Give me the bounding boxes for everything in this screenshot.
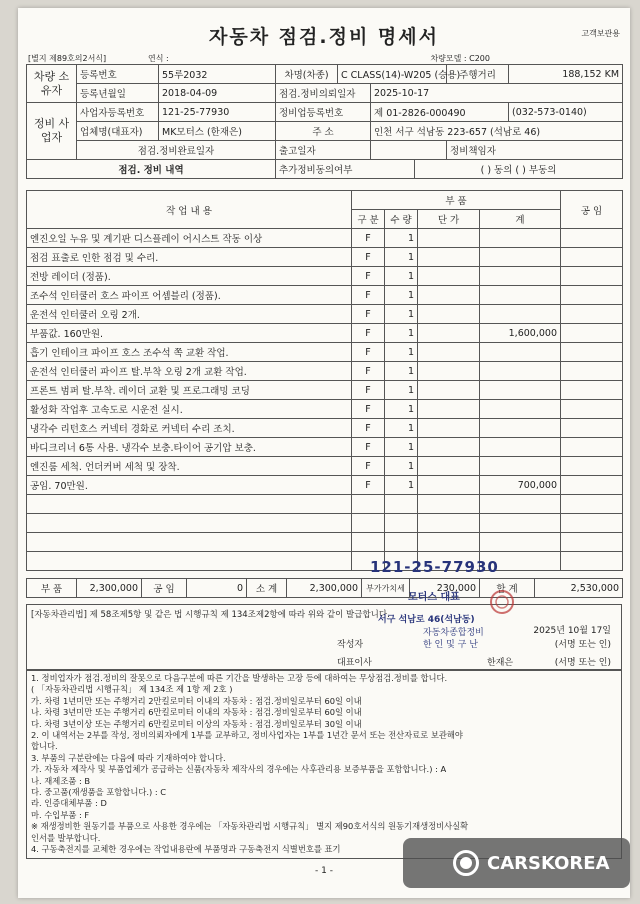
reg-date-value: 2018-04-09	[159, 84, 276, 103]
cell-labor	[561, 267, 623, 286]
cell-work	[27, 514, 352, 533]
cell-type: F	[352, 229, 385, 248]
cell-qty: 1	[385, 286, 418, 305]
cell-work: 활성화 작업후 고속도로 시운전 실시.	[27, 400, 352, 419]
table-row	[27, 248, 623, 267]
watermark-text: CARSKOREA	[487, 852, 610, 874]
note-line: 3. 부품의 구분란에는 다음에 따라 기재하여야 합니다.	[31, 752, 226, 763]
repair-reg-label: 정비업등록번호	[276, 103, 371, 122]
table-row	[27, 476, 623, 495]
reg-date-label: 등록년월일	[77, 84, 159, 103]
subtotal-value: 2,300,000	[287, 579, 362, 598]
cell-qty	[385, 495, 418, 514]
cell-total	[480, 457, 561, 476]
unit-header: 단 가	[418, 210, 480, 229]
table-row	[27, 457, 623, 476]
cell-type: F	[352, 400, 385, 419]
cell-type: F	[352, 419, 385, 438]
cell-labor	[561, 533, 623, 552]
work-header: 작 업 내 용	[27, 191, 352, 229]
address-value: 인천 서구 석남동 223-657 (석남로 46)	[371, 122, 623, 141]
cell-unit	[418, 533, 480, 552]
cell-qty: 1	[385, 343, 418, 362]
cell-total	[480, 305, 561, 324]
cell-unit	[418, 229, 480, 248]
cell-unit	[418, 248, 480, 267]
cell-qty: 1	[385, 457, 418, 476]
cell-type: F	[352, 457, 385, 476]
cell-total	[480, 343, 561, 362]
cell-labor	[561, 286, 623, 305]
mileage-label: 주행거리	[447, 65, 509, 84]
owner-section-label: 차량 소유자	[27, 65, 77, 103]
extra-consent-value: ( ) 동의 ( ) 부동의	[415, 160, 623, 179]
cell-unit	[418, 343, 480, 362]
cell-type: F	[352, 267, 385, 286]
request-date-value: 2025-10-17	[371, 84, 623, 103]
table-row	[27, 419, 623, 438]
labor-total-label: 공 임	[142, 579, 187, 598]
cell-work: 흡기 인테이크 파이프 호스 조수석 쪽 교환 작업.	[27, 343, 352, 362]
cell-work: 점검 표출로 인한 점검 및 수리.	[27, 248, 352, 267]
work-table	[26, 190, 623, 571]
table-row	[27, 400, 623, 419]
cell-work: 냉각수 리턴호스 커넥터 경화로 커넥터 수리 조치.	[27, 419, 352, 438]
cell-unit	[418, 438, 480, 457]
table-row	[27, 343, 623, 362]
cell-unit	[418, 324, 480, 343]
business-stamp-1: 자동차종합정비	[423, 628, 484, 638]
business-stamp-2: 한 인 및 구 난	[423, 640, 478, 650]
labor-total-value: 0	[187, 579, 247, 598]
cell-type: F	[352, 362, 385, 381]
cell-total	[480, 495, 561, 514]
cell-work: 운전석 인터쿨러 오링 2개.	[27, 305, 352, 324]
table-row	[27, 267, 623, 286]
cell-unit	[418, 400, 480, 419]
cell-work: 전방 레이더 (정품).	[27, 267, 352, 286]
note-line: 마. 수입부품 : F	[31, 809, 90, 820]
cell-labor	[561, 381, 623, 400]
cell-type: F	[352, 381, 385, 400]
cell-total	[480, 362, 561, 381]
parts-header: 부 품	[352, 191, 561, 210]
page-number: - 1 -	[315, 866, 333, 876]
document-page	[18, 8, 630, 898]
qty-header: 수 량	[385, 210, 418, 229]
cell-labor	[561, 400, 623, 419]
cell-work: 공임. 70만원.	[27, 476, 352, 495]
cell-unit	[418, 267, 480, 286]
cell-work: 바디크리너 6통 사용. 냉각수 보충.타이어 공기압 보충.	[27, 438, 352, 457]
cell-total	[480, 438, 561, 457]
copy-label: 고객보관용	[581, 29, 620, 38]
labor-header: 공 임	[561, 191, 623, 229]
subtotal-label: 소 계	[247, 579, 287, 598]
cell-work: 프론트 범퍼 탈.부착. 레이더 교환 및 프로그래밍 코딩	[27, 381, 352, 400]
note-line: 라. 인증대체부품 : D	[31, 798, 107, 809]
cell-work: 운전석 인터쿨러 파이프 탈.부착 오링 2개 교환 작업.	[27, 362, 352, 381]
note-line: 다. 중고품(재생품을 포함합니다.) : C	[31, 787, 167, 798]
biz-no-stamp: 121-25-77930	[370, 558, 499, 576]
grand-total-label: 합 계	[480, 579, 535, 598]
cell-labor	[561, 552, 623, 571]
extra-consent-label: 추가정비동의여부	[276, 160, 415, 179]
shop-section-label: 정비 사업자	[27, 103, 77, 160]
biz-no-label: 사업자등록번호	[77, 103, 159, 122]
model-label: 차량모델 : C200	[430, 54, 490, 63]
carskorea-logo-icon	[453, 850, 479, 876]
cell-total	[480, 229, 561, 248]
table-row	[27, 286, 623, 305]
document-title: 자동차 점검.정비 명세서	[209, 26, 439, 48]
note-line: 4. 구동축전지를 교체한 경우에는 작업내용란에 부품명과 구동축전지 식별번호를 표기	[31, 844, 341, 855]
request-date-label: 점검.정비의뢰일자	[276, 84, 371, 103]
total-header: 계	[480, 210, 561, 229]
model-name-value: C CLASS(14)-W205 (승용)	[338, 65, 447, 84]
vat-value: 230,000	[410, 579, 480, 598]
writer-sign: (서명 또는 인)	[554, 640, 611, 650]
cell-total	[480, 286, 561, 305]
note-line: 다. 차령 3년이상 또는 주행거리 6만킬로미터 이상의 자동차 : 점검.정비일로부터 30일 이내	[31, 718, 362, 729]
note-line: 인서를 발부합니다.	[31, 832, 101, 843]
cell-labor	[561, 248, 623, 267]
cell-qty: 1	[385, 419, 418, 438]
note-line: ※ 재생정비한 원동기를 부품으로 사용한 경우에는 「자동차관리법 시행규칙」 별지 제90호서식의 원동기재생정비사실확	[31, 821, 469, 832]
cell-unit	[418, 457, 480, 476]
cell-total: 700,000	[480, 476, 561, 495]
table-row	[27, 438, 623, 457]
rep-sign: (서명 또는 인)	[554, 658, 611, 668]
cell-unit	[418, 514, 480, 533]
cell-labor	[561, 229, 623, 248]
declaration-text: [자동차관리법] 제 58조제5항 및 같은 법 시행규칙 제 134조제2항에 따라 위와 같이 발급합니다.	[31, 610, 390, 620]
table-row	[27, 381, 623, 400]
cell-type: F	[352, 324, 385, 343]
issue-date: 2025년 10월 17일	[533, 626, 611, 636]
address-stamp: 서구 석남로 46(석남동)	[378, 615, 475, 625]
cell-labor	[561, 438, 623, 457]
cell-work	[27, 495, 352, 514]
year-label: 연식 :	[148, 54, 169, 63]
cell-unit	[418, 305, 480, 324]
cell-labor	[561, 495, 623, 514]
cell-type: F	[352, 476, 385, 495]
table-row	[27, 533, 623, 552]
cell-work	[27, 552, 352, 571]
cell-type: F	[352, 248, 385, 267]
cell-qty: 1	[385, 229, 418, 248]
cell-total	[480, 381, 561, 400]
biz-no-value: 121-25-77930	[159, 103, 276, 122]
company-stamp: 모터스 대표	[408, 592, 460, 603]
cell-work: 엔진룸 세척. 언더커버 세척 및 장착.	[27, 457, 352, 476]
content-label: 점검. 정비 내역	[27, 160, 276, 179]
note-line: 1. 정비업자가 점검.정비의 잘못으로 다음구분에 따른 기간을 발생하는 고장 등에 대하여는 무상점검.정비를 합니다.	[31, 673, 448, 683]
cell-unit	[418, 381, 480, 400]
cell-labor	[561, 457, 623, 476]
totals-table	[26, 578, 623, 598]
cell-qty: 1	[385, 305, 418, 324]
note-line: 나. 차령 3년미만 또는 주행거리 6만킬로미터 이내의 자동차 : 점검.정비일로부터 60일 이내	[31, 707, 362, 718]
cell-labor	[561, 514, 623, 533]
note-line: 가. 자동차 제작사 및 부품업체가 공급하는 신품(자동차 제작사의 경우에는 사후관리용 보증부품을 포함합니다.) : A	[31, 764, 447, 775]
type-header: 구 분	[352, 210, 385, 229]
table-row	[27, 495, 623, 514]
notes-section	[26, 670, 622, 859]
cell-work	[27, 533, 352, 552]
shop-name-value: MK모터스 (한재은)	[159, 122, 276, 141]
address-label: 주 소	[276, 122, 371, 141]
note-line: 나. 재제조품 : B	[31, 775, 91, 786]
cell-qty	[385, 533, 418, 552]
carskorea-watermark	[403, 838, 630, 888]
cell-qty: 1	[385, 267, 418, 286]
cell-work: 부품값. 160만원.	[27, 324, 352, 343]
model-name-label: 차명(차종)	[276, 65, 338, 84]
cell-unit	[418, 419, 480, 438]
cell-unit	[418, 476, 480, 495]
seal-stamp-icon	[488, 588, 516, 616]
note-line: 가. 차령 1년미만 또는 주행거리 2만킬로미터 이내의 자동차 : 점검.정비일로부터 60일 이내	[31, 695, 362, 706]
writer-label: 작성자	[337, 640, 364, 650]
cell-qty: 1	[385, 476, 418, 495]
cell-total	[480, 400, 561, 419]
grand-total-value: 2,530,000	[535, 579, 623, 598]
rep-name: 한재은	[487, 658, 514, 668]
reg-no-label: 등록번호	[77, 65, 159, 84]
cell-qty: 1	[385, 438, 418, 457]
cell-qty	[385, 514, 418, 533]
table-row	[27, 229, 623, 248]
rep-label: 대표이사	[337, 658, 372, 668]
cell-type	[352, 495, 385, 514]
parts-total-label: 부 품	[27, 579, 77, 598]
shop-name-label: 업체명(대표자)	[77, 122, 159, 141]
vat-label: 부가가치세	[362, 579, 410, 598]
cell-type	[352, 533, 385, 552]
cell-labor	[561, 343, 623, 362]
form-number: [별지 제89호의2서식]	[28, 54, 107, 63]
parts-total-value: 2,300,000	[77, 579, 142, 598]
cell-labor	[561, 419, 623, 438]
cell-type: F	[352, 343, 385, 362]
repair-reg-value: 제 01-2826-000490	[371, 103, 509, 122]
note-line: 2. 이 내역서는 2부를 작성, 정비의뢰자에게 1부를 교부하고, 정비사업자는 1부를 1년간 문서 또는 전산자료로 보관해야	[31, 730, 463, 741]
info-table	[26, 64, 623, 179]
cell-type: F	[352, 286, 385, 305]
cell-labor	[561, 324, 623, 343]
note-line: ( 「자동차관리법 시행규칙」 제 134조 제 1항 제 2호 )	[31, 684, 233, 695]
cell-total: 1,600,000	[480, 324, 561, 343]
table-row	[27, 552, 623, 571]
cell-qty: 1	[385, 362, 418, 381]
cell-work: 엔진오일 누유 및 계기판 디스플레이 어시스트 작동 이상	[27, 229, 352, 248]
cell-type	[352, 514, 385, 533]
reg-no-value: 55루2032	[159, 65, 276, 84]
cell-qty: 1	[385, 400, 418, 419]
declaration-box	[26, 604, 622, 670]
note-line: 합니다.	[31, 741, 58, 752]
cell-unit	[418, 286, 480, 305]
cell-total	[480, 419, 561, 438]
table-row	[27, 305, 623, 324]
cell-labor	[561, 305, 623, 324]
done-date-label: 점검.정비완료일자	[77, 141, 276, 160]
cell-type: F	[352, 305, 385, 324]
cell-labor	[561, 476, 623, 495]
cell-total	[480, 248, 561, 267]
cell-unit	[418, 362, 480, 381]
cell-type: F	[352, 438, 385, 457]
cell-qty: 1	[385, 248, 418, 267]
table-row	[27, 324, 623, 343]
out-date-label: 출고일자	[276, 141, 371, 160]
mileage-value: 188,152 KM	[509, 65, 623, 84]
cell-total	[480, 514, 561, 533]
cell-qty: 1	[385, 381, 418, 400]
cell-total	[480, 533, 561, 552]
phone-value: (032-573-0140)	[509, 103, 623, 122]
cell-labor	[561, 362, 623, 381]
cell-unit	[418, 495, 480, 514]
cell-qty: 1	[385, 324, 418, 343]
table-row	[27, 362, 623, 381]
cell-total	[480, 267, 561, 286]
manager-label: 정비책임자	[447, 141, 623, 160]
table-row	[27, 514, 623, 533]
cell-work: 조수석 인터쿨러 호스 파이프 어셈블리 (정품).	[27, 286, 352, 305]
